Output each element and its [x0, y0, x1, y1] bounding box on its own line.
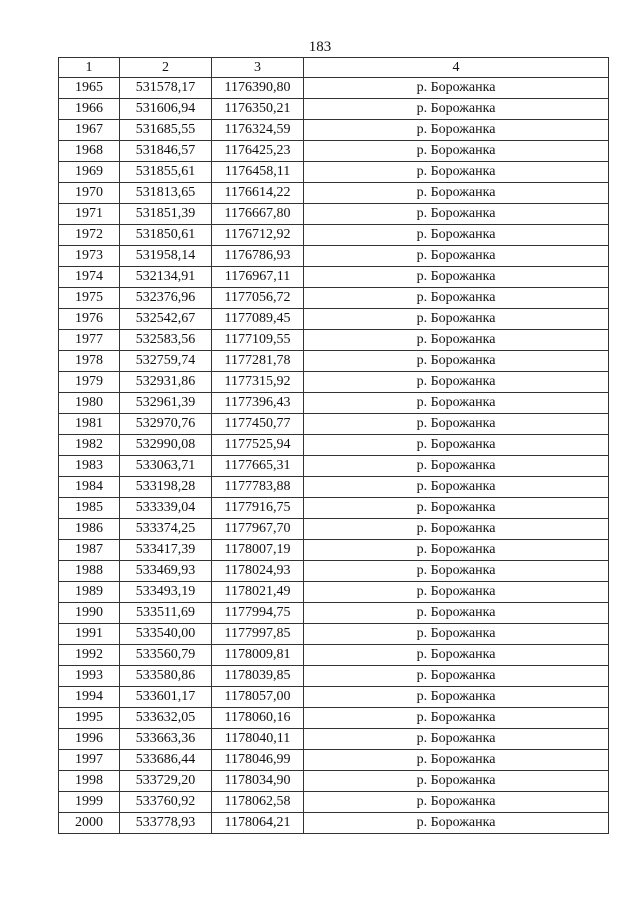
table-row — [59, 519, 609, 540]
point-number-cell: 1972 — [59, 225, 120, 246]
table-row — [59, 330, 609, 351]
y-coordinate-cell: 1178024,93 — [212, 561, 304, 582]
object-name-cell: р. Борожанка — [304, 561, 609, 582]
table-row — [59, 351, 609, 372]
y-coordinate-cell: 1176390,80 — [212, 78, 304, 99]
table-row — [59, 645, 609, 666]
table-row — [59, 603, 609, 624]
y-coordinate-cell: 1177281,78 — [212, 351, 304, 372]
y-coordinate-cell: 1177396,43 — [212, 393, 304, 414]
x-coordinate-cell: 531851,39 — [120, 204, 212, 225]
object-name-cell: р. Борожанка — [304, 267, 609, 288]
point-number-cell: 1971 — [59, 204, 120, 225]
object-name-cell: р. Борожанка — [304, 120, 609, 141]
y-coordinate-cell: 1177450,77 — [212, 414, 304, 435]
y-coordinate-cell: 1176324,59 — [212, 120, 304, 141]
object-name-cell: р. Борожанка — [304, 708, 609, 729]
x-coordinate-cell: 533417,39 — [120, 540, 212, 561]
table-row — [59, 393, 609, 414]
table-row — [59, 372, 609, 393]
column-header-2: 2 — [120, 58, 212, 78]
point-number-cell: 1991 — [59, 624, 120, 645]
point-number-cell: 1983 — [59, 456, 120, 477]
x-coordinate-cell: 533632,05 — [120, 708, 212, 729]
point-number-cell: 1968 — [59, 141, 120, 162]
table-header-row — [59, 58, 609, 78]
object-name-cell: р. Борожанка — [304, 225, 609, 246]
point-number-cell: 1978 — [59, 351, 120, 372]
table-row — [59, 750, 609, 771]
x-coordinate-cell: 533374,25 — [120, 519, 212, 540]
x-coordinate-cell: 532134,91 — [120, 267, 212, 288]
point-number-cell: 1973 — [59, 246, 120, 267]
point-number-cell: 1980 — [59, 393, 120, 414]
table-row — [59, 204, 609, 225]
x-coordinate-cell: 531850,61 — [120, 225, 212, 246]
x-coordinate-cell: 532542,67 — [120, 309, 212, 330]
x-coordinate-cell: 531855,61 — [120, 162, 212, 183]
page-number: 183 — [308, 39, 332, 55]
y-coordinate-cell: 1177089,45 — [212, 309, 304, 330]
object-name-cell: р. Борожанка — [304, 813, 609, 834]
point-number-cell: 1979 — [59, 372, 120, 393]
table-row — [59, 141, 609, 162]
table-row — [59, 498, 609, 519]
point-number-cell: 1998 — [59, 771, 120, 792]
object-name-cell: р. Борожанка — [304, 78, 609, 99]
object-name-cell: р. Борожанка — [304, 498, 609, 519]
table-row — [59, 456, 609, 477]
y-coordinate-cell: 1176350,21 — [212, 99, 304, 120]
y-coordinate-cell: 1176967,11 — [212, 267, 304, 288]
object-name-cell: р. Борожанка — [304, 750, 609, 771]
x-coordinate-cell: 533601,17 — [120, 687, 212, 708]
object-name-cell: р. Борожанка — [304, 309, 609, 330]
point-number-cell: 1970 — [59, 183, 120, 204]
x-coordinate-cell: 532583,56 — [120, 330, 212, 351]
object-name-cell: р. Борожанка — [304, 183, 609, 204]
object-name-cell: р. Борожанка — [304, 645, 609, 666]
x-coordinate-cell: 531685,55 — [120, 120, 212, 141]
table-row — [59, 225, 609, 246]
table-row — [59, 435, 609, 456]
y-coordinate-cell: 1177967,70 — [212, 519, 304, 540]
y-coordinate-cell: 1178040,11 — [212, 729, 304, 750]
y-coordinate-cell: 1178009,81 — [212, 645, 304, 666]
x-coordinate-cell: 531578,17 — [120, 78, 212, 99]
y-coordinate-cell: 1177109,55 — [212, 330, 304, 351]
y-coordinate-cell: 1176712,92 — [212, 225, 304, 246]
table-row — [59, 288, 609, 309]
table-row — [59, 561, 609, 582]
table-row — [59, 729, 609, 750]
point-number-cell: 1987 — [59, 540, 120, 561]
point-number-cell: 1992 — [59, 645, 120, 666]
y-coordinate-cell: 1178064,21 — [212, 813, 304, 834]
column-header-4: 4 — [304, 58, 609, 78]
object-name-cell: р. Борожанка — [304, 624, 609, 645]
table-row — [59, 540, 609, 561]
y-coordinate-cell: 1177525,94 — [212, 435, 304, 456]
object-name-cell: р. Борожанка — [304, 519, 609, 540]
table-row — [59, 771, 609, 792]
x-coordinate-cell: 533063,71 — [120, 456, 212, 477]
object-name-cell: р. Борожанка — [304, 456, 609, 477]
object-name-cell: р. Борожанка — [304, 582, 609, 603]
table-row — [59, 99, 609, 120]
x-coordinate-cell: 533663,36 — [120, 729, 212, 750]
object-name-cell: р. Борожанка — [304, 729, 609, 750]
table-body — [59, 78, 609, 834]
y-coordinate-cell: 1178021,49 — [212, 582, 304, 603]
object-name-cell: р. Борожанка — [304, 603, 609, 624]
object-name-cell: р. Борожанка — [304, 162, 609, 183]
point-number-cell: 1986 — [59, 519, 120, 540]
y-coordinate-cell: 1177997,85 — [212, 624, 304, 645]
table-row — [59, 708, 609, 729]
y-coordinate-cell: 1178060,16 — [212, 708, 304, 729]
y-coordinate-cell: 1177783,88 — [212, 477, 304, 498]
point-number-cell: 1982 — [59, 435, 120, 456]
y-coordinate-cell: 1178046,99 — [212, 750, 304, 771]
object-name-cell: р. Борожанка — [304, 477, 609, 498]
object-name-cell: р. Борожанка — [304, 99, 609, 120]
object-name-cell: р. Борожанка — [304, 204, 609, 225]
table-row — [59, 813, 609, 834]
x-coordinate-cell: 532376,96 — [120, 288, 212, 309]
point-number-cell: 1997 — [59, 750, 120, 771]
x-coordinate-cell: 532970,76 — [120, 414, 212, 435]
point-number-cell: 1974 — [59, 267, 120, 288]
y-coordinate-cell: 1178057,00 — [212, 687, 304, 708]
point-number-cell: 1995 — [59, 708, 120, 729]
point-number-cell: 1996 — [59, 729, 120, 750]
point-number-cell: 1976 — [59, 309, 120, 330]
point-number-cell: 1975 — [59, 288, 120, 309]
y-coordinate-cell: 1176614,22 — [212, 183, 304, 204]
table-row — [59, 792, 609, 813]
table-row — [59, 309, 609, 330]
table-row — [59, 687, 609, 708]
object-name-cell: р. Борожанка — [304, 141, 609, 162]
object-name-cell: р. Борожанка — [304, 687, 609, 708]
point-number-cell: 1988 — [59, 561, 120, 582]
x-coordinate-cell: 533540,00 — [120, 624, 212, 645]
table-row — [59, 246, 609, 267]
y-coordinate-cell: 1178039,85 — [212, 666, 304, 687]
point-number-cell: 1981 — [59, 414, 120, 435]
x-coordinate-cell: 532961,39 — [120, 393, 212, 414]
y-coordinate-cell: 1176458,11 — [212, 162, 304, 183]
x-coordinate-cell: 533760,92 — [120, 792, 212, 813]
point-number-cell: 2000 — [59, 813, 120, 834]
table-row — [59, 267, 609, 288]
x-coordinate-cell: 532931,86 — [120, 372, 212, 393]
table-row — [59, 666, 609, 687]
x-coordinate-cell: 533493,19 — [120, 582, 212, 603]
x-coordinate-cell: 533511,69 — [120, 603, 212, 624]
column-header-3: 3 — [212, 58, 304, 78]
object-name-cell: р. Борожанка — [304, 246, 609, 267]
x-coordinate-cell: 531958,14 — [120, 246, 212, 267]
table-row — [59, 582, 609, 603]
x-coordinate-cell: 533778,93 — [120, 813, 212, 834]
point-number-cell: 1967 — [59, 120, 120, 141]
x-coordinate-cell: 533198,28 — [120, 477, 212, 498]
table-row — [59, 120, 609, 141]
point-number-cell: 1966 — [59, 99, 120, 120]
y-coordinate-cell: 1178007,19 — [212, 540, 304, 561]
table-row — [59, 183, 609, 204]
column-header-1: 1 — [59, 58, 120, 78]
x-coordinate-cell: 533339,04 — [120, 498, 212, 519]
object-name-cell: р. Борожанка — [304, 666, 609, 687]
x-coordinate-cell: 532759,74 — [120, 351, 212, 372]
point-number-cell: 1989 — [59, 582, 120, 603]
x-coordinate-cell: 533729,20 — [120, 771, 212, 792]
object-name-cell: р. Борожанка — [304, 771, 609, 792]
object-name-cell: р. Борожанка — [304, 372, 609, 393]
object-name-cell: р. Борожанка — [304, 288, 609, 309]
object-name-cell: р. Борожанка — [304, 330, 609, 351]
point-number-cell: 1999 — [59, 792, 120, 813]
y-coordinate-cell: 1177056,72 — [212, 288, 304, 309]
object-name-cell: р. Борожанка — [304, 351, 609, 372]
point-number-cell: 1969 — [59, 162, 120, 183]
x-coordinate-cell: 533580,86 — [120, 666, 212, 687]
y-coordinate-cell: 1176667,80 — [212, 204, 304, 225]
x-coordinate-cell: 533469,93 — [120, 561, 212, 582]
y-coordinate-cell: 1177994,75 — [212, 603, 304, 624]
point-number-cell: 1994 — [59, 687, 120, 708]
table-row — [59, 624, 609, 645]
table-row — [59, 162, 609, 183]
object-name-cell: р. Борожанка — [304, 792, 609, 813]
y-coordinate-cell: 1176425,23 — [212, 141, 304, 162]
table-row — [59, 78, 609, 99]
point-number-cell: 1965 — [59, 78, 120, 99]
y-coordinate-cell: 1177916,75 — [212, 498, 304, 519]
x-coordinate-cell: 531813,65 — [120, 183, 212, 204]
object-name-cell: р. Борожанка — [304, 435, 609, 456]
object-name-cell: р. Борожанка — [304, 414, 609, 435]
x-coordinate-cell: 532990,08 — [120, 435, 212, 456]
point-number-cell: 1985 — [59, 498, 120, 519]
object-name-cell: р. Борожанка — [304, 540, 609, 561]
point-number-cell: 1984 — [59, 477, 120, 498]
y-coordinate-cell: 1177315,92 — [212, 372, 304, 393]
point-number-cell: 1993 — [59, 666, 120, 687]
x-coordinate-cell: 531606,94 — [120, 99, 212, 120]
y-coordinate-cell: 1176786,93 — [212, 246, 304, 267]
point-number-cell: 1990 — [59, 603, 120, 624]
y-coordinate-cell: 1178034,90 — [212, 771, 304, 792]
x-coordinate-cell: 531846,57 — [120, 141, 212, 162]
y-coordinate-cell: 1178062,58 — [212, 792, 304, 813]
coordinates-table — [58, 57, 609, 834]
point-number-cell: 1977 — [59, 330, 120, 351]
table-row — [59, 414, 609, 435]
x-coordinate-cell: 533560,79 — [120, 645, 212, 666]
y-coordinate-cell: 1177665,31 — [212, 456, 304, 477]
x-coordinate-cell: 533686,44 — [120, 750, 212, 771]
table-row — [59, 477, 609, 498]
object-name-cell: р. Борожанка — [304, 393, 609, 414]
